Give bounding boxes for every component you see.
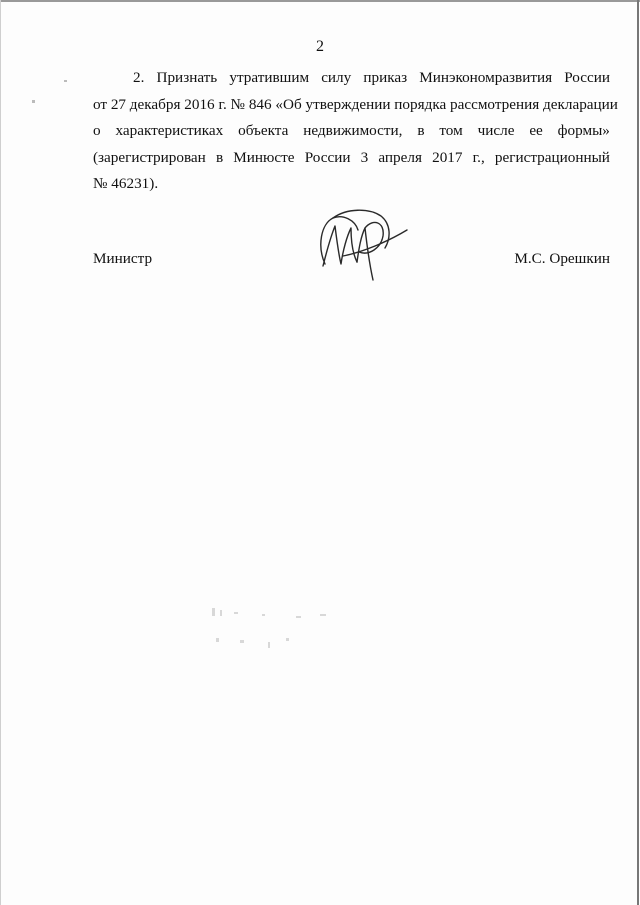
word: том — [439, 122, 463, 139]
paragraph-line-2 — [93, 92, 618, 119]
word: 3 — [360, 148, 369, 166]
signatory-title: Министр — [93, 250, 153, 267]
word: в — [417, 122, 425, 139]
word: г., — [472, 148, 485, 166]
page-edge-top — [0, 0, 640, 2]
handwritten-signature-icon — [303, 206, 413, 286]
word: 2. — [133, 69, 145, 86]
signatory-name: М.С. Орешкин — [514, 250, 610, 267]
line-text: от 27 декабря 2016 г. № 846 «Об утверждении порядка рассмотрения декларации — [93, 95, 618, 113]
word: Признать — [156, 69, 218, 86]
page-number: 2 — [316, 38, 324, 55]
word: характеристиках — [115, 122, 224, 139]
word: регистрационный — [494, 148, 610, 166]
word: России — [304, 148, 351, 166]
word: в — [215, 148, 224, 166]
word: недвижимости, — [303, 122, 403, 139]
word: утратившим — [229, 69, 310, 86]
scan-speck — [64, 80, 67, 82]
word: ее — [529, 122, 543, 139]
order-paragraph — [93, 65, 618, 198]
paragraph-line-3 — [93, 118, 610, 145]
word: силу — [321, 69, 352, 86]
scan-noise — [200, 600, 360, 670]
paragraph-line-1 — [93, 65, 610, 92]
word: (зарегистрирован — [93, 148, 206, 166]
word: Минэкономразвития — [419, 69, 553, 86]
word: Минюсте — [233, 148, 295, 166]
word: объекта — [238, 122, 289, 139]
word: России — [564, 69, 610, 86]
word: о — [93, 122, 101, 139]
signature-block — [93, 250, 610, 276]
page-edge-left — [0, 0, 1, 905]
word: формы» — [557, 122, 610, 139]
word: приказ — [363, 69, 408, 86]
scan-speck — [32, 100, 35, 103]
word: 2017 — [432, 148, 463, 166]
paragraph-line-5 — [93, 171, 610, 198]
line-text: № 46231). — [93, 175, 159, 192]
word: апреля — [378, 148, 422, 166]
page-edge-right — [637, 0, 639, 905]
paragraph-line-4 — [93, 145, 610, 172]
word: числе — [477, 122, 515, 139]
